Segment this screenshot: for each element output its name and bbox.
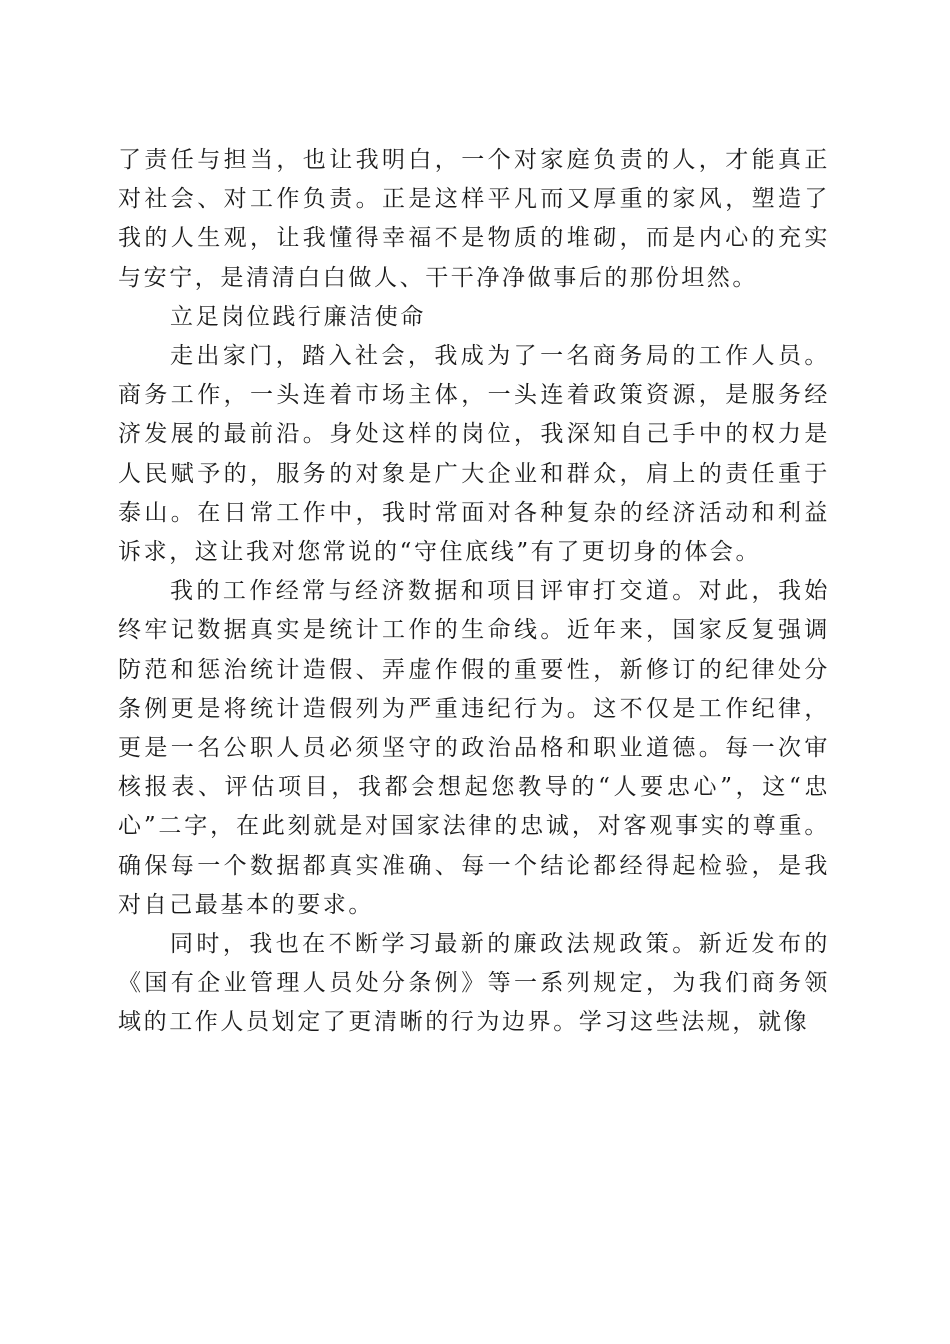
document-body [118, 141, 830, 1043]
paragraph-commerce-work: 走出家门，踏入社会，我成为了一名商务局的工作人员。商务工作，一头连着市场主体，一头连着政策资源，是服务经济发展的最前沿。身处这样的岗位，我深知自己手中的权力是人民赋予的，服务的对象是广大企业和群众，肩上的责任重于泰山。在日常工作中，我时常面对各种复杂的经济活动和利益诉求，这让我对您常说的“守住底线”有了更切身的体会。 [118, 343, 830, 566]
paragraph-data-integrity: 我的工作经常与经济数据和项目评审打交道。对此，我始终牢记数据真实是统计工作的生命线。近年来，国家反复强调防范和惩治统计造假、弄虚作假的重要性，新修订的纪律处分条例更是将统计造假列为严重违纪行为。这不仅是工作纪律，更是一名公职人员必须坚守的政治品格和职业道德。每一次审核报表、评估项目，我都会想起您教导的“人要忠心”，这“忠心”二字，在此刻就是对国家法律的忠诚，对客观事实的尊重。确保每一个数据都真实准确、每一个结论都经得起检验，是我对自己最基本的要求。 [118, 578, 830, 918]
paragraph-regulation-study: 同时，我也在不断学习最新的廉政法规政策。新近发布的《国有企业管理人员处分条例》等一系列规定，为我们商务领域的工作人员划定了更清晰的行为边界。学习这些法规，就像 [118, 931, 830, 1036]
section-heading: 立足岗位践行廉洁使命 [170, 303, 426, 330]
paragraph-continuation: 了责任与担当，也让我明白，一个对家庭负责的人，才能真正对社会、对工作负责。正是这样平凡而又厚重的家风，塑造了我的人生观，让我懂得幸福不是物质的堆砌，而是内心的充实与安宁，是清清白白做人、干干净净做事后的那份坦然。 [118, 147, 830, 291]
